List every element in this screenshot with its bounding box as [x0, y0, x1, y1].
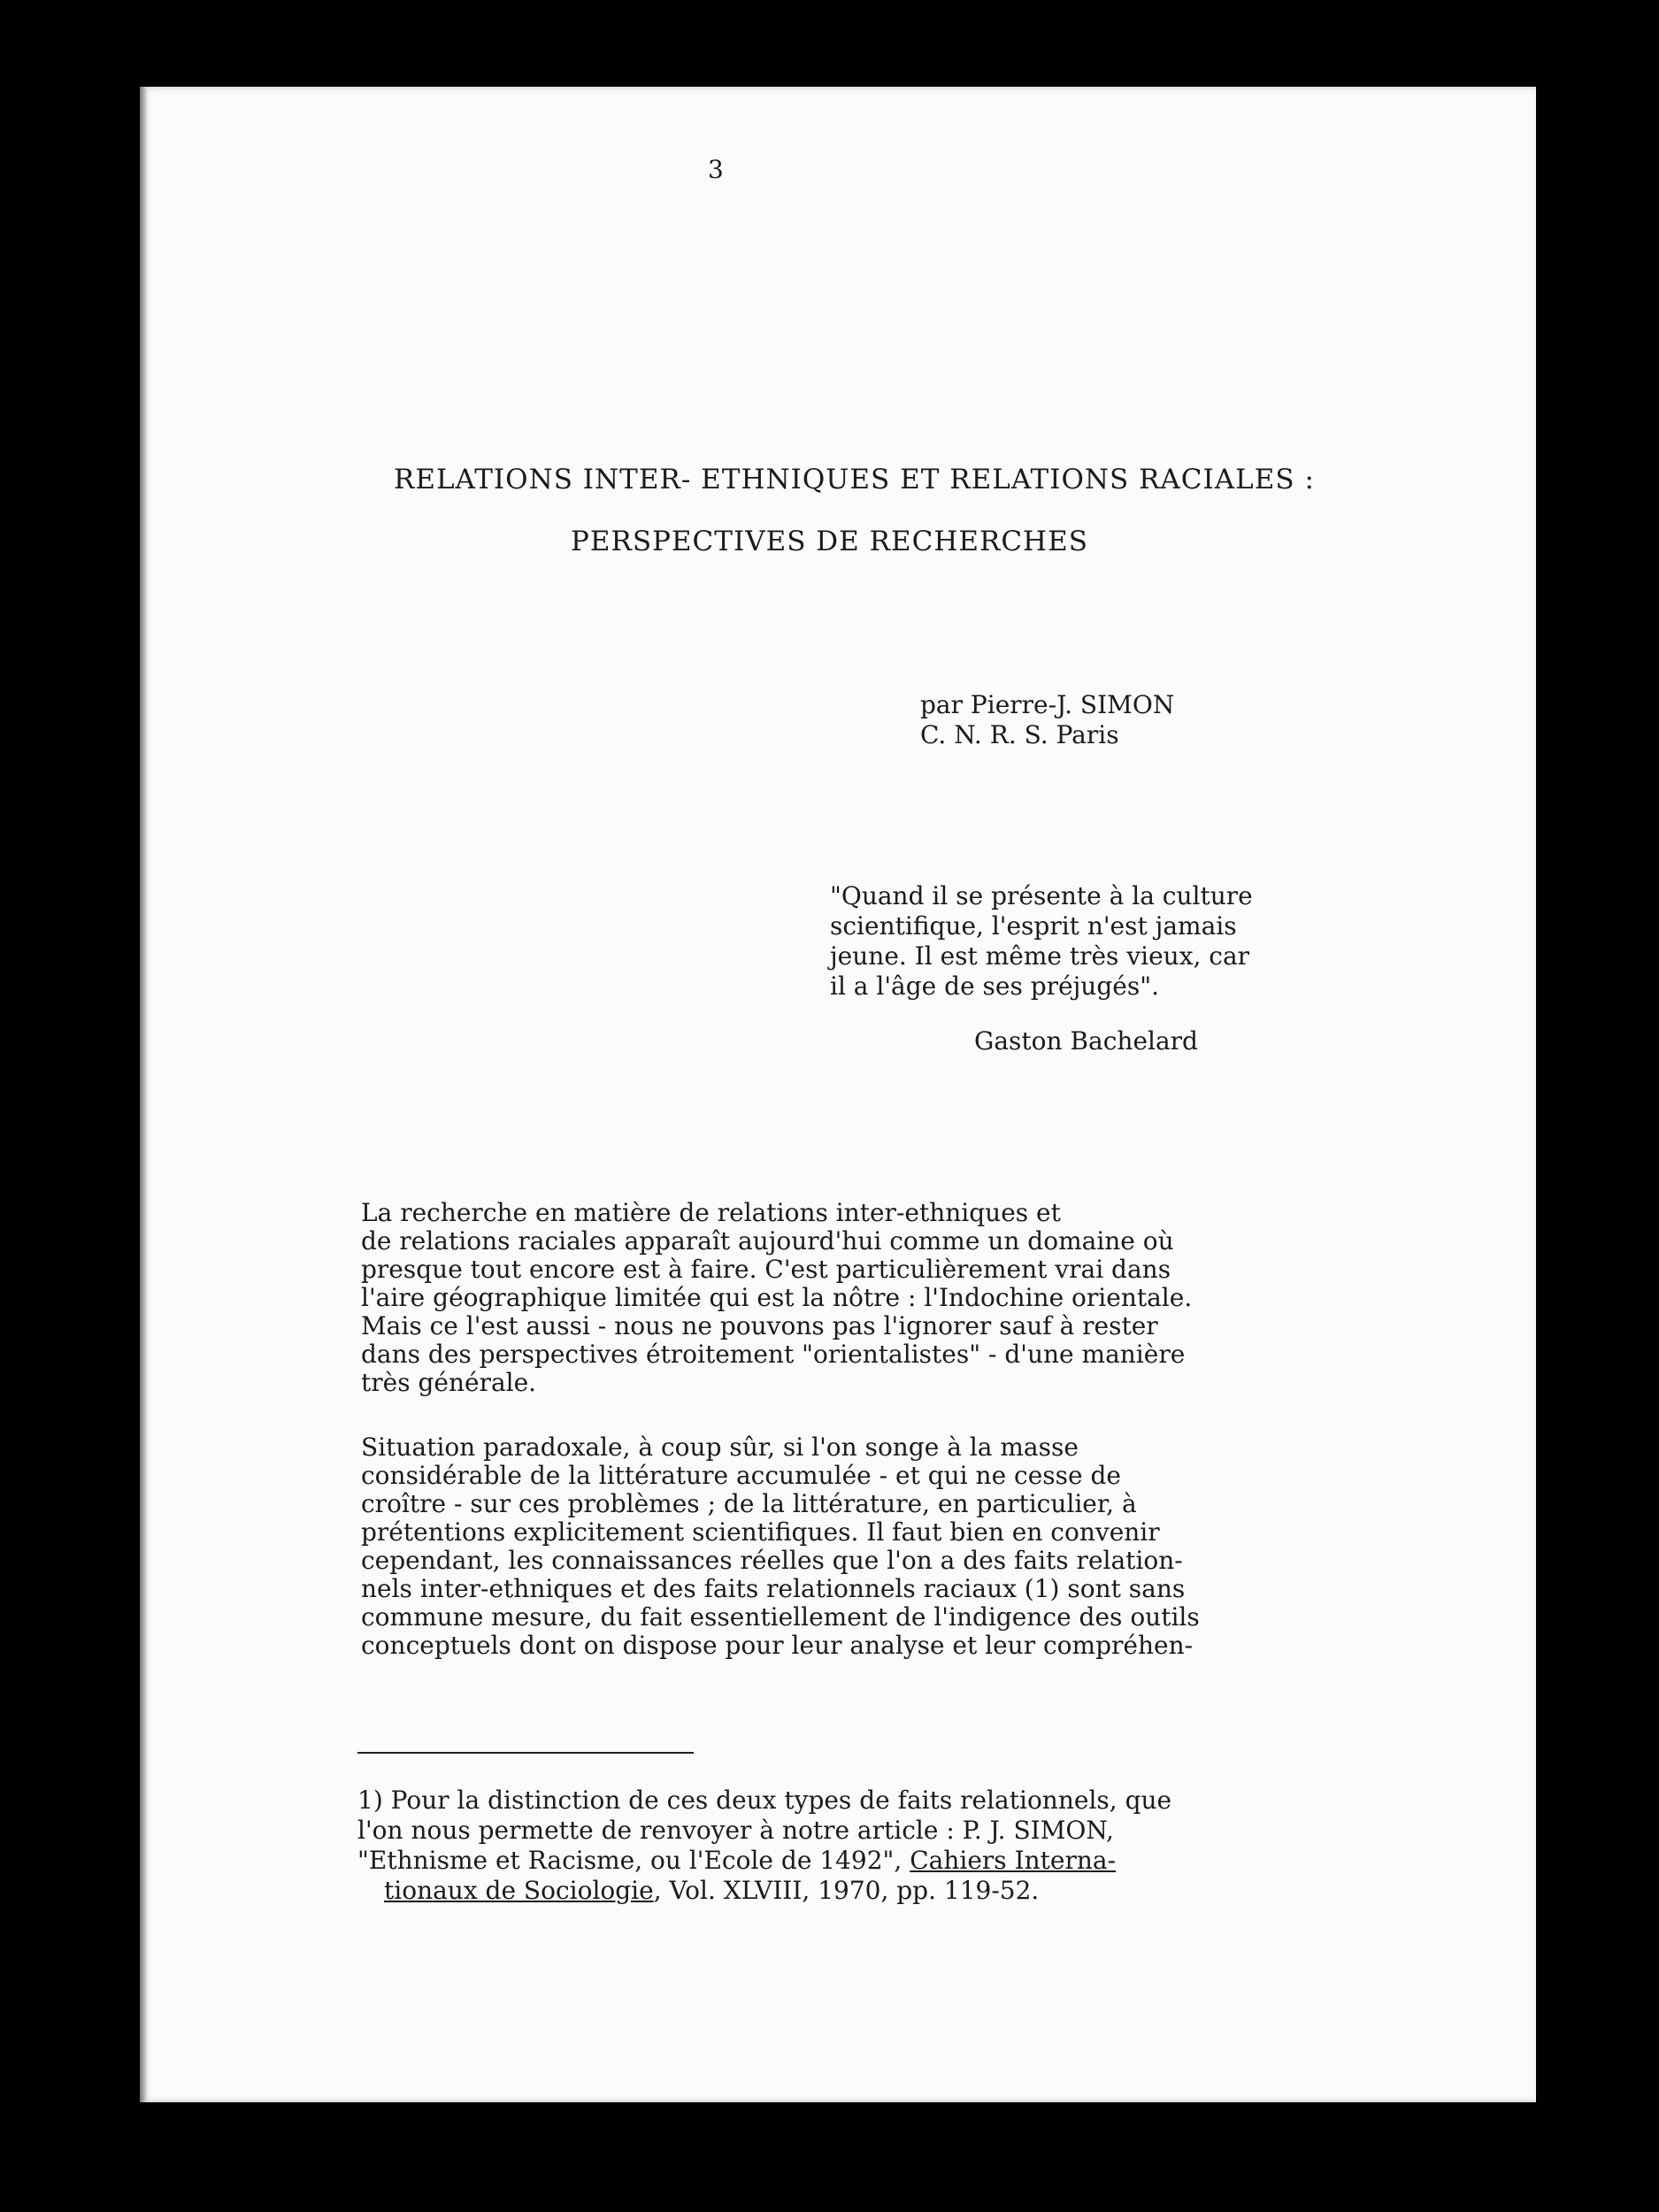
footnote-citation: , Vol. XLVIII, 1970, pp. 119-52. — [653, 1876, 1040, 1905]
paragraph-2: Situation paradoxale, à coup sûr, si l'on songe à la masse considérable de la littérature accumulée - et qui ne cesse de croître - sur ces problèmes ; de la littérature, en particulier, à prétentions explicitement scientifiques. Il faut bien en convenir cependant, les connaissances réelles que l'on a des faits relation- nels inter-ethniques et des faits relationnels raciaux (1) sont sans commune mesure, du fait essentiellement de l'indigence des outils conceptuels dont on dispose pour leur analyse et leur compréhen- — [361, 1432, 1200, 1660]
title-line-1: RELATIONS INTER- ETHNIQUES ET RELATIONS RACIALES : — [394, 464, 1315, 495]
journal-title-part1: Cahiers Interna- — [910, 1846, 1117, 1875]
footnote-text: 1) Pour la distinction de ces deux types de faits relationnels, que l'on nous permette de renvoyer à notre article : P. J. SIMON, "Ethnisme et Racisme, ou l'Ecole de 1492", — [357, 1786, 1172, 1875]
paragraph-1: La recherche en matière de relations inter-ethniques et de relations raciales apparaît aujourd'hui comme un domaine où presque tout encore est à faire. C'est particulièrement vrai dans l'aire géographique limitée qui est la nôtre : l'Indochine orientale. Mais ce l'est aussi - nous ne pouvons pas l'ignorer sauf à rester dans des perspectives étroitement "orientalistes" - d'une manière très générale. — [361, 1198, 1193, 1397]
journal-title-part2: tionaux de Sociologie — [384, 1876, 654, 1905]
title-line-2: PERSPECTIVES DE RECHERCHES — [571, 526, 1088, 557]
institution: C. N. R. S. Paris — [920, 720, 1119, 749]
footnote-separator — [357, 1752, 694, 1754]
footnote — [357, 1786, 1366, 1906]
epigraph-author: Gaston Bachelard — [974, 1026, 1198, 1056]
epigraph-quote: "Quand il se présente à la culture scientifique, l'esprit n'est jamais jeune. Il est même très vieux, car il a l'âge de ses préjugés". — [830, 881, 1253, 1001]
author: par Pierre-J. SIMON — [920, 690, 1175, 719]
page-number: 3 — [708, 155, 724, 184]
